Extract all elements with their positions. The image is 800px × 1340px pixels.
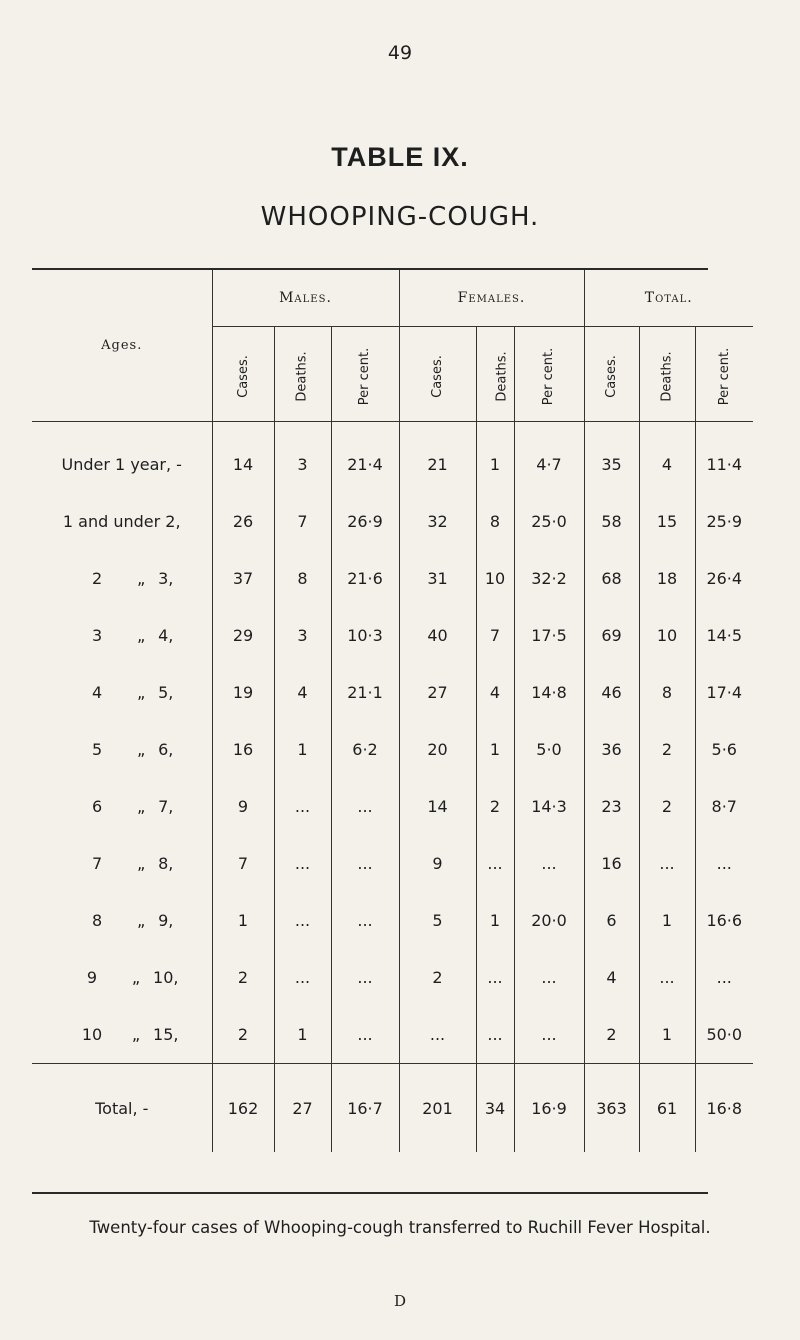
table-row [32,949,753,1006]
age-label: 10 [81,1025,103,1044]
value-cell: 8 [274,550,331,607]
value-cell: 2 [639,721,695,778]
value-cell: ... [331,778,399,835]
footnote: Twenty-four cases of Whooping-cough transferred to Ruchill Fever Hospital. [89,1218,711,1237]
value-cell: 8·7 [695,778,753,835]
subheader-label: Cases. [603,354,619,398]
table-row [32,721,753,778]
value-cell: 1 [212,892,274,949]
table-row [32,422,753,494]
value-cell: 5·0 [514,721,584,778]
value-cell: ... [514,835,584,892]
value-cell: 26 [212,493,274,550]
value-cell: 8 [476,493,514,550]
age-label: 4 [92,683,103,702]
value-cell: ... [476,1006,514,1064]
table-title: TABLE IX. [331,142,469,172]
age-label: 6, [158,740,174,759]
value-cell: 36 [584,721,639,778]
value-cell: 7 [274,493,331,550]
age-label: „ [131,1025,141,1044]
whooping-cough-table [32,270,753,1152]
value-cell: ... [639,835,695,892]
total-value-cell: 16·8 [695,1064,753,1153]
table-row [32,664,753,721]
value-cell: ... [695,835,753,892]
value-cell: 16 [584,835,639,892]
total-value-cell: 27 [274,1064,331,1153]
value-cell: 20 [399,721,476,778]
age-label: 7 [92,854,103,873]
value-cell: 16 [212,721,274,778]
subheader-females-deaths [476,327,514,422]
subheader-label: Cases. [235,354,251,398]
value-cell: 3 [274,422,331,494]
subheader-label: Per cent. [716,347,732,405]
table-row [32,835,753,892]
value-cell: 2 [212,949,274,1006]
total-header: Total. [584,270,753,327]
value-cell: 14·8 [514,664,584,721]
value-cell: ... [331,1006,399,1064]
value-cell: 9 [212,778,274,835]
value-cell: 10 [476,550,514,607]
age-label: 6 [92,797,103,816]
value-cell: 11·4 [695,422,753,494]
age-cell [32,949,212,1006]
age-cell [32,892,212,949]
age-label: „ [131,968,141,987]
age-cell [32,721,212,778]
subheader-total-deaths [639,327,695,422]
value-cell: 14 [399,778,476,835]
value-cell: 6·2 [331,721,399,778]
value-cell: 3 [274,607,331,664]
value-cell: 6 [584,892,639,949]
value-cell: 31 [399,550,476,607]
age-cell [32,493,212,550]
value-cell: 7 [212,835,274,892]
value-cell: 2 [639,778,695,835]
subheader-label: Cases. [429,354,445,398]
value-cell: 1 [274,1006,331,1064]
age-label: 4, [158,626,174,645]
age-cell [32,664,212,721]
value-cell: ... [331,949,399,1006]
total-value-cell: 16·9 [514,1064,584,1153]
age-label: 9, [158,911,174,930]
value-cell: 29 [212,607,274,664]
subheader-females-cases [399,327,476,422]
value-cell: 21 [399,422,476,494]
subheader-label: Per cent. [357,347,373,405]
total-value-cell: 162 [212,1064,274,1153]
value-cell: ... [274,949,331,1006]
value-cell: 18 [639,550,695,607]
total-value-cell: 34 [476,1064,514,1153]
value-cell: 1 [476,721,514,778]
subheader-total-cases [584,327,639,422]
value-cell: 2 [584,1006,639,1064]
table-row [32,607,753,664]
age-cell [32,778,212,835]
age-cell [32,550,212,607]
table-row [32,892,753,949]
value-cell: 68 [584,550,639,607]
value-cell: 1 [639,1006,695,1064]
value-cell: 2 [399,949,476,1006]
age-label: 5 [92,740,103,759]
value-cell: ... [639,949,695,1006]
value-cell: 4 [584,949,639,1006]
value-cell: 7 [476,607,514,664]
subheader-label: Deaths. [295,350,310,402]
males-header: Males. [212,270,399,327]
table-row [32,1006,753,1064]
subheader-males-cases [212,327,274,422]
value-cell: 27 [399,664,476,721]
value-cell: 32 [399,493,476,550]
value-cell: 19 [212,664,274,721]
value-cell: 4 [476,664,514,721]
value-cell: ... [476,949,514,1006]
age-label: „ [136,569,146,588]
age-label: 10, [153,968,179,987]
age-label: „ [136,683,146,702]
ages-header: Ages. [32,270,212,422]
page-number: 49 [387,42,413,64]
subheader-females-percent [514,327,584,422]
value-cell: 50·0 [695,1006,753,1064]
age-cell [32,835,212,892]
value-cell: 1 [476,892,514,949]
value-cell: 9 [399,835,476,892]
total-label: Total, - [32,1064,212,1153]
total-value-cell: 16·7 [331,1064,399,1153]
value-cell: 35 [584,422,639,494]
value-cell: 10·3 [331,607,399,664]
subheader-label: Deaths. [659,350,675,402]
value-cell: 58 [584,493,639,550]
value-cell: ... [331,835,399,892]
value-cell: ... [274,778,331,835]
age-label: „ [136,854,146,873]
value-cell: 5 [399,892,476,949]
age-label: 3, [158,569,174,588]
age-label: „ [136,911,146,930]
age-label: 1 and under 2, [62,512,181,531]
value-cell: 46 [584,664,639,721]
table-subtitle: WHOOPING-COUGH. [260,202,540,232]
value-cell: ... [331,892,399,949]
value-cell: 23 [584,778,639,835]
value-cell: 1 [476,422,514,494]
subheader-total-percent [695,327,753,422]
value-cell: 17·5 [514,607,584,664]
subheader-males-deaths [274,327,331,422]
value-cell: 40 [399,607,476,664]
signature-mark: D [393,1292,407,1310]
subheader-label: Per cent. [541,347,557,405]
value-cell: 37 [212,550,274,607]
total-row [32,1064,753,1153]
age-label: „ [136,740,146,759]
age-label: 3 [92,626,103,645]
table-frame [32,268,743,1194]
value-cell: ... [695,949,753,1006]
subheader-label: Deaths. [494,350,510,402]
value-cell: 25·0 [514,493,584,550]
value-cell: ... [399,1006,476,1064]
value-cell: 14·3 [514,778,584,835]
value-cell: 26·9 [331,493,399,550]
table-body [32,422,753,1153]
value-cell: 16·6 [695,892,753,949]
value-cell: 2 [476,778,514,835]
value-cell: ... [514,1006,584,1064]
value-cell: 15 [639,493,695,550]
value-cell: 1 [274,721,331,778]
value-cell: ... [514,949,584,1006]
total-value-cell: 201 [399,1064,476,1153]
age-label: 7, [158,797,174,816]
value-cell: 1 [639,892,695,949]
age-label: 8, [158,854,174,873]
age-cell [32,1006,212,1064]
value-cell: 32·2 [514,550,584,607]
value-cell: ... [274,892,331,949]
age-cell [32,607,212,664]
value-cell: 20·0 [514,892,584,949]
value-cell: 4 [274,664,331,721]
total-value-cell: 363 [584,1064,639,1153]
age-label: 15, [153,1025,179,1044]
value-cell: 21·6 [331,550,399,607]
age-label: Under 1 year, - [61,455,182,474]
value-cell: 5·6 [695,721,753,778]
table-row [32,493,753,550]
age-cell [32,422,212,494]
age-label: 9 [86,968,98,987]
value-cell: 26·4 [695,550,753,607]
females-header: Females. [399,270,584,327]
value-cell: ... [476,835,514,892]
value-cell: 69 [584,607,639,664]
subheader-males-percent [331,327,399,422]
value-cell: 17·4 [695,664,753,721]
value-cell: 10 [639,607,695,664]
age-label: 5, [158,683,174,702]
value-cell: 2 [212,1006,274,1064]
age-label: „ [136,797,146,816]
age-label: 8 [92,911,103,930]
value-cell: 14 [212,422,274,494]
age-label: 2 [92,569,103,588]
value-cell: 21·1 [331,664,399,721]
value-cell: ... [274,835,331,892]
value-cell: 4 [639,422,695,494]
value-cell: 25·9 [695,493,753,550]
table-row [32,550,753,607]
age-label: „ [136,626,146,645]
value-cell: 14·5 [695,607,753,664]
table-row [32,778,753,835]
value-cell: 8 [639,664,695,721]
total-value-cell: 61 [639,1064,695,1153]
value-cell: 21·4 [331,422,399,494]
value-cell: 4·7 [514,422,584,494]
